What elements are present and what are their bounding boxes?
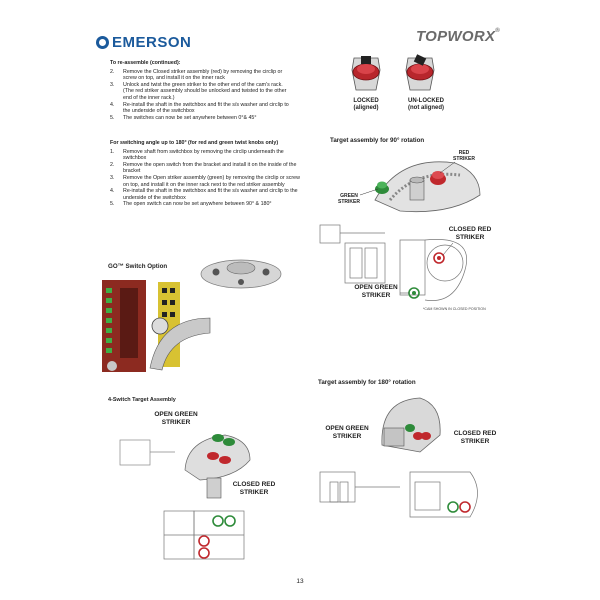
unlocked-knob-image: [406, 54, 434, 90]
cam-note: *CAM SHOWN IN CLOSED POSITION: [423, 307, 486, 311]
reassemble-step: [110, 82, 290, 102]
step-number: 2.: [110, 68, 115, 75]
label-line: CLOSED RED: [453, 430, 497, 437]
locked-knob-image: [352, 56, 380, 90]
step-text: The open switch can now be set anywhere between 90° & 180°: [123, 201, 272, 208]
step-number: 2.: [110, 161, 115, 168]
topworx-logo: [416, 28, 500, 45]
reassemble-steps: [110, 69, 290, 122]
label-line: OPEN GREEN: [325, 425, 369, 432]
label-line: GREEN: [340, 193, 358, 199]
four-switch-caption: 4-Switch Target Assembly: [108, 397, 176, 403]
label-line: STRIKER: [460, 437, 490, 445]
target180-open-green-label: [322, 425, 372, 440]
step-number: 3.: [110, 174, 115, 181]
reassemble-step: [110, 115, 290, 122]
switching-step: [110, 175, 300, 188]
reassemble-step: [110, 102, 290, 115]
locked-unlocked-knobs: [340, 50, 450, 100]
target180-caption: Target assembly for 180° rotation: [318, 379, 416, 386]
label-line: STRIKER: [332, 432, 362, 440]
step-text: The switches can now be set anywhere between 0°& 45°: [123, 114, 257, 121]
step-text: Re-install the shaft in the switchbox and fit the s/s washer and circlip to the underside of the switchbox: [123, 101, 289, 115]
target90-open-green-label: [350, 284, 402, 299]
target180-image: [370, 390, 450, 460]
label-line: STRIKER: [239, 488, 269, 496]
switching-steps: [110, 149, 300, 208]
label-line: STRIKER: [361, 291, 391, 299]
switching-step: [110, 162, 300, 175]
switching-step: [110, 188, 300, 201]
label-line: STRIKER: [453, 156, 475, 162]
unlocked-label: [398, 98, 454, 112]
topworx-trademark: ®: [495, 28, 500, 34]
target90-closed-red-label: [445, 226, 495, 241]
step-text: Re-install the shaft in the switchbox and fit the s/s washer and circlip to the underside of the switchbox: [123, 188, 298, 201]
step-text: Remove the Open striker assembly (green) by removing the circlip or screw on top, and install it on the inner rack next to the red striker assembly: [123, 174, 300, 188]
page-number: 13: [296, 578, 304, 585]
four-switch-diagram: [160, 505, 250, 565]
label-line: CLOSED RED: [448, 226, 492, 233]
unlocked-title: UN-LOCKED: [408, 98, 444, 104]
reassemble-section: [110, 60, 290, 121]
emerson-logo-text: EMERSON: [112, 34, 192, 51]
target180-closed-red-label: [450, 430, 500, 445]
reassemble-step: [110, 69, 290, 82]
label-line: CLOSED RED: [232, 481, 276, 488]
step-text: Remove the Closed striker assembly (red) by removing the circlip or screw on top, and install it on the inner rack: [123, 68, 283, 82]
switching-step: [110, 201, 300, 208]
step-number: 4.: [110, 101, 115, 108]
locked-title: LOCKED: [353, 98, 379, 104]
go-switch-caption: GO™ Switch Option: [108, 263, 168, 270]
unlocked-subtitle: (not aligned): [408, 105, 444, 111]
label-line: OPEN GREEN: [354, 284, 398, 291]
switching-section: [110, 140, 300, 208]
label-line: STRIKER: [455, 233, 485, 241]
locked-subtitle: (aligned): [353, 105, 379, 111]
label-line: STRIKER: [338, 199, 360, 205]
go-switch-board-image: [100, 278, 215, 378]
switching-step: [110, 149, 300, 162]
step-number: 5.: [110, 201, 115, 208]
step-text: Remove the open switch from the bracket and install it on the inside of the bracket: [123, 161, 297, 175]
topworx-logo-text: TOPWORX: [415, 28, 496, 45]
label-line: OPEN GREEN: [154, 411, 198, 418]
locked-label: [342, 98, 390, 112]
target90-red-label: [448, 150, 480, 162]
step-number: 1.: [110, 148, 115, 155]
switching-title: For switching angle up to 180° (for red and green twist knobs only): [110, 140, 279, 146]
step-text: Unlock and twist the green striker to the other end of the cam's rack.(The red striker assembly should be unlocked and twisted to the other end of the inner rack.): [123, 81, 287, 101]
label-line: STRIKER: [161, 418, 191, 426]
step-number: 3.: [110, 81, 115, 88]
four-switch-closed-red-label: [228, 481, 280, 496]
step-number: 4.: [110, 188, 115, 195]
reassemble-title: To re-assemble (continued):: [110, 60, 181, 66]
emerson-logo: [96, 34, 191, 51]
target180-assembly-diagram: [315, 462, 495, 527]
step-text: Remove shaft from switchbox by removing the circlip underneath the switchbox: [123, 148, 284, 162]
emerson-logo-icon: [96, 36, 109, 49]
target90-caption: Target assembly for 90° rotation: [330, 137, 425, 144]
target90-green-label: [333, 193, 365, 205]
step-number: 5.: [110, 114, 115, 121]
label-line: RED: [458, 150, 470, 156]
